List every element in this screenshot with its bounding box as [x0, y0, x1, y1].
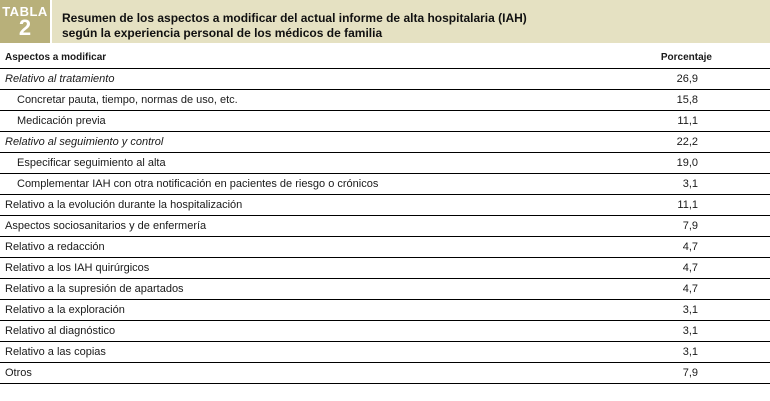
table-row	[0, 342, 770, 363]
row-label: Concretar pauta, tiempo, normas de uso, etc.	[17, 94, 238, 106]
row-value: 19,0	[676, 157, 698, 169]
table-title-box	[52, 0, 770, 43]
row-value: 11,1	[677, 199, 698, 211]
row-label: Especificar seguimiento al alta	[17, 157, 166, 169]
table-row	[0, 363, 770, 384]
table-row	[0, 153, 770, 174]
row-label: Relativo al seguimiento y control	[5, 136, 164, 148]
row-value: 3,1	[682, 178, 698, 190]
row-value: 7,9	[682, 220, 698, 232]
table-row	[0, 111, 770, 132]
table-title-line-1: Resumen de los aspectos a modificar del actual informe de alta hospitalaria (IAH)	[62, 11, 527, 25]
table-row	[0, 300, 770, 321]
row-label: Relativo a la exploración	[5, 304, 125, 316]
row-label: Medicación previa	[17, 115, 106, 127]
table-tag	[0, 0, 50, 43]
row-label: Relativo al diagnóstico	[5, 325, 116, 337]
table-title-line-2: según la experiencia personal de los médicos de familia	[62, 26, 383, 40]
column-header-percent: Porcentaje	[660, 52, 712, 63]
table-header	[0, 0, 770, 43]
table-row	[0, 216, 770, 237]
row-label: Relativo a redacción	[5, 241, 105, 253]
row-label: Relativo a las copias	[5, 346, 106, 358]
row-label: Relativo a la evolución durante la hospitalización	[5, 199, 243, 211]
table-row	[0, 69, 770, 90]
row-value: 4,7	[682, 241, 698, 253]
table-title	[62, 11, 527, 41]
table-row	[0, 321, 770, 342]
table-tag-word: TABLA	[2, 4, 48, 19]
row-value: 7,9	[682, 367, 698, 379]
table-row	[0, 258, 770, 279]
table-row	[0, 237, 770, 258]
row-value: 26,9	[676, 73, 698, 85]
row-label: Aspectos sociosanitarios y de enfermería	[5, 220, 207, 232]
column-header-aspect: Aspectos a modificar	[5, 52, 107, 63]
table-tag-number: 2	[18, 15, 32, 40]
row-label: Otros	[5, 367, 32, 379]
row-value: 3,1	[682, 304, 698, 316]
row-label: Complementar IAH con otra notificación en pacientes de riesgo o crónicos	[17, 178, 379, 190]
row-value: 4,7	[682, 283, 698, 295]
table-row	[0, 174, 770, 195]
row-value: 3,1	[682, 325, 698, 337]
row-value: 22,2	[676, 136, 698, 148]
row-value: 15,8	[676, 94, 698, 106]
row-value: 4,7	[682, 262, 698, 274]
table-row	[0, 90, 770, 111]
table-row	[0, 195, 770, 216]
table-row	[0, 132, 770, 153]
row-value: 11,1	[677, 115, 698, 127]
row-label: Relativo al tratamiento	[5, 73, 115, 85]
row-label: Relativo a la supresión de apartados	[5, 283, 184, 295]
row-label: Relativo a los IAH quirúrgicos	[5, 262, 150, 274]
row-value: 3,1	[682, 346, 698, 358]
table-row	[0, 279, 770, 300]
